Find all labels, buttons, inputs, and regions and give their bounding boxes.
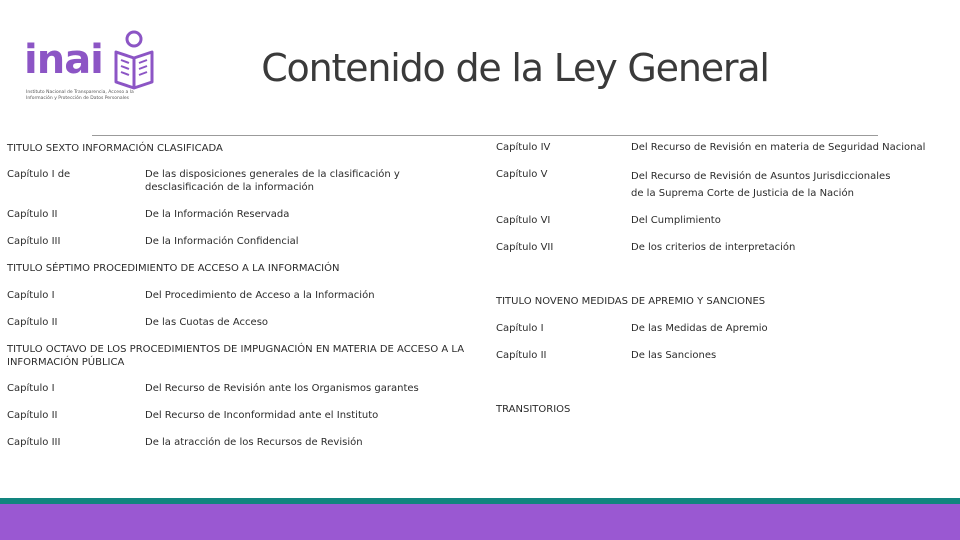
chapter-label: Capítulo II	[7, 317, 58, 328]
chapter-label: Capítulo VII	[496, 242, 554, 253]
chapter-label: Capítulo II	[7, 410, 58, 421]
section-heading-titulo-noveno: TITULO NOVENO MEDIDAS DE APREMIO Y SANCIONES	[496, 296, 766, 307]
chapter-label: Capítulo I	[7, 383, 55, 394]
chapter-description: De la Información Confidencial	[145, 236, 299, 247]
chapter-label: Capítulo II	[496, 350, 547, 361]
chapter-description: De las Sanciones	[631, 350, 717, 361]
reading-person-icon	[110, 30, 158, 92]
chapter-description: Del Recurso de Revisión en materia de Seguridad Nacional	[631, 142, 926, 153]
chapter-label: Capítulo IV	[496, 142, 551, 153]
chapter-description: Del Recurso de Inconformidad ante el Instituto	[145, 410, 379, 421]
section-heading-titulo-octavo: TITULO OCTAVO DE LOS PROCEDIMIENTOS DE IMPUGNACIÓN EN MATERIA DE ACCESO A LA INFORMACIÓN PÚBLICA	[7, 344, 465, 368]
section-heading-transitorios: TRANSITORIOS	[496, 404, 571, 415]
footer-purple-bar	[0, 504, 960, 540]
inai-logo	[22, 30, 162, 110]
logo-wordmark: inai	[24, 37, 103, 83]
logo-subtitle: Instituto Nacional de Transparencia, Acceso a la Información y Protección de Datos Personales	[26, 90, 134, 101]
chapter-description: Del Recurso de Revisión ante los Organismos garantes	[145, 383, 419, 394]
chapter-label: Capítulo I	[7, 290, 55, 301]
section-heading-titulo-sexto: TITULO SEXTO INFORMACIÓN CLASIFICADA	[7, 143, 223, 154]
chapter-description: Del Procedimiento de Acceso a la Información	[145, 290, 375, 301]
chapter-label: Capítulo VI	[496, 215, 551, 226]
chapter-label: Capítulo I	[496, 323, 544, 334]
chapter-description: Del Cumplimiento	[631, 215, 721, 226]
chapter-label: Capítulo I de	[7, 169, 71, 180]
chapter-description: De los criterios de interpretación	[631, 242, 796, 253]
chapter-label: Capítulo V	[496, 169, 548, 180]
chapter-description: Del Recurso de Revisión de Asuntos Jurisdiccionales de la Suprema Corte de Justicia de la Nación	[631, 171, 891, 199]
chapter-description: De las Cuotas de Acceso	[145, 317, 269, 328]
chapter-label: Capítulo II	[7, 209, 58, 220]
chapter-description: De las Medidas de Apremio	[631, 323, 768, 334]
chapter-description: De la atracción de los Recursos de Revisión	[145, 437, 363, 448]
title-divider	[92, 135, 878, 136]
chapter-description: De las disposiciones generales de la clasificación y desclasificación de la información	[145, 169, 400, 193]
chapter-label: Capítulo III	[7, 236, 61, 247]
section-heading-titulo-septimo: TITULO SÉPTIMO PROCEDIMIENTO DE ACCESO A LA INFORMACIÓN	[7, 263, 340, 274]
chapter-description: De la Información Reservada	[145, 209, 290, 220]
chapter-label: Capítulo III	[7, 437, 61, 448]
page-title: Contenido de la Ley General	[261, 46, 769, 90]
